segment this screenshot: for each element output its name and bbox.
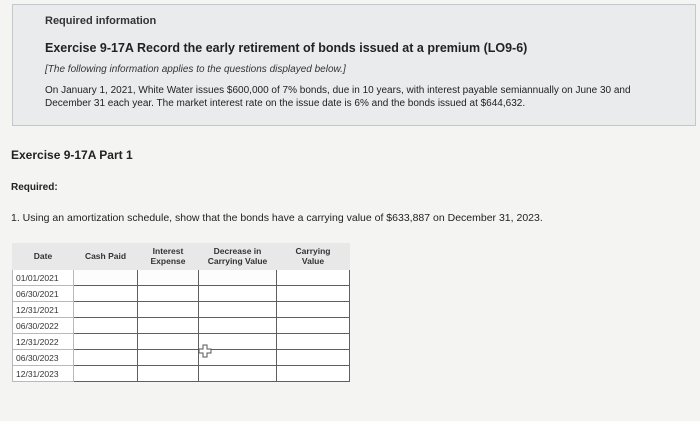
required-information-heading: Required information bbox=[45, 15, 157, 27]
table-header-row bbox=[13, 244, 350, 270]
carrying-value-input[interactable] bbox=[277, 334, 350, 350]
interest-expense-input[interactable] bbox=[138, 318, 199, 334]
table-row bbox=[13, 366, 350, 382]
header-cash-paid: Cash Paid bbox=[74, 244, 138, 270]
table-row bbox=[13, 286, 350, 302]
required-information-panel bbox=[12, 4, 696, 126]
header-carrying-value: Carrying Value bbox=[277, 244, 350, 270]
question-text: 1. Using an amortization schedule, show that the bonds have a carrying value of $633,887 on December 31, 2023. bbox=[11, 212, 543, 224]
carrying-value-input[interactable] bbox=[277, 270, 350, 286]
table-row bbox=[13, 318, 350, 334]
cash-paid-input[interactable] bbox=[74, 366, 138, 382]
decrease-carrying-value-input[interactable] bbox=[199, 366, 277, 382]
carrying-value-input[interactable] bbox=[277, 318, 350, 334]
interest-expense-input bbox=[138, 270, 199, 286]
decrease-carrying-value-input[interactable] bbox=[199, 318, 277, 334]
table-row bbox=[13, 270, 350, 286]
cash-paid-input bbox=[74, 270, 138, 286]
header-date: Date bbox=[13, 244, 74, 270]
interest-expense-input[interactable] bbox=[138, 334, 199, 350]
carrying-value-input[interactable] bbox=[277, 350, 350, 366]
decrease-carrying-value-input[interactable] bbox=[199, 286, 277, 302]
interest-expense-input[interactable] bbox=[138, 286, 199, 302]
table-row bbox=[13, 350, 350, 366]
cash-paid-input[interactable] bbox=[74, 318, 138, 334]
interest-expense-input[interactable] bbox=[138, 302, 199, 318]
row-date: 01/01/2021 bbox=[13, 270, 74, 286]
row-date: 12/31/2021 bbox=[13, 302, 74, 318]
carrying-value-input[interactable] bbox=[277, 286, 350, 302]
row-date: 06/30/2022 bbox=[13, 318, 74, 334]
row-date: 06/30/2021 bbox=[13, 286, 74, 302]
cash-paid-input[interactable] bbox=[74, 286, 138, 302]
row-date: 06/30/2023 bbox=[13, 350, 74, 366]
header-decrease-carrying-value: Decrease in Carrying Value bbox=[199, 244, 277, 270]
cash-paid-input[interactable] bbox=[74, 350, 138, 366]
amortization-schedule-table bbox=[12, 243, 350, 382]
exercise-title: Exercise 9-17A Record the early retirement of bonds issued at a premium (LO9-6) bbox=[45, 41, 528, 55]
required-label: Required: bbox=[11, 182, 58, 193]
interest-expense-input[interactable] bbox=[138, 366, 199, 382]
header-interest-expense: Interest Expense bbox=[138, 244, 199, 270]
decrease-carrying-value-input[interactable] bbox=[199, 302, 277, 318]
cash-paid-input[interactable] bbox=[74, 334, 138, 350]
row-date: 12/31/2023 bbox=[13, 366, 74, 382]
table-row bbox=[13, 302, 350, 318]
cash-paid-input[interactable] bbox=[74, 302, 138, 318]
interest-expense-input[interactable] bbox=[138, 350, 199, 366]
applies-note: [The following information applies to the questions displayed below.] bbox=[45, 64, 346, 75]
decrease-carrying-value-input bbox=[199, 270, 277, 286]
table-row bbox=[13, 334, 350, 350]
row-date: 12/31/2022 bbox=[13, 334, 74, 350]
cross-cursor-icon bbox=[198, 344, 212, 358]
carrying-value-input[interactable] bbox=[277, 302, 350, 318]
carrying-value-input[interactable] bbox=[277, 366, 350, 382]
part-title: Exercise 9-17A Part 1 bbox=[11, 148, 133, 162]
problem-description: On January 1, 2021, White Water issues $600,000 of 7% bonds, due in 10 years, with interest payable semiannually on June 30 and December 31 each year. The market interest rate on the issue date is 6% and the bonds issued at $644,632. bbox=[45, 85, 631, 109]
